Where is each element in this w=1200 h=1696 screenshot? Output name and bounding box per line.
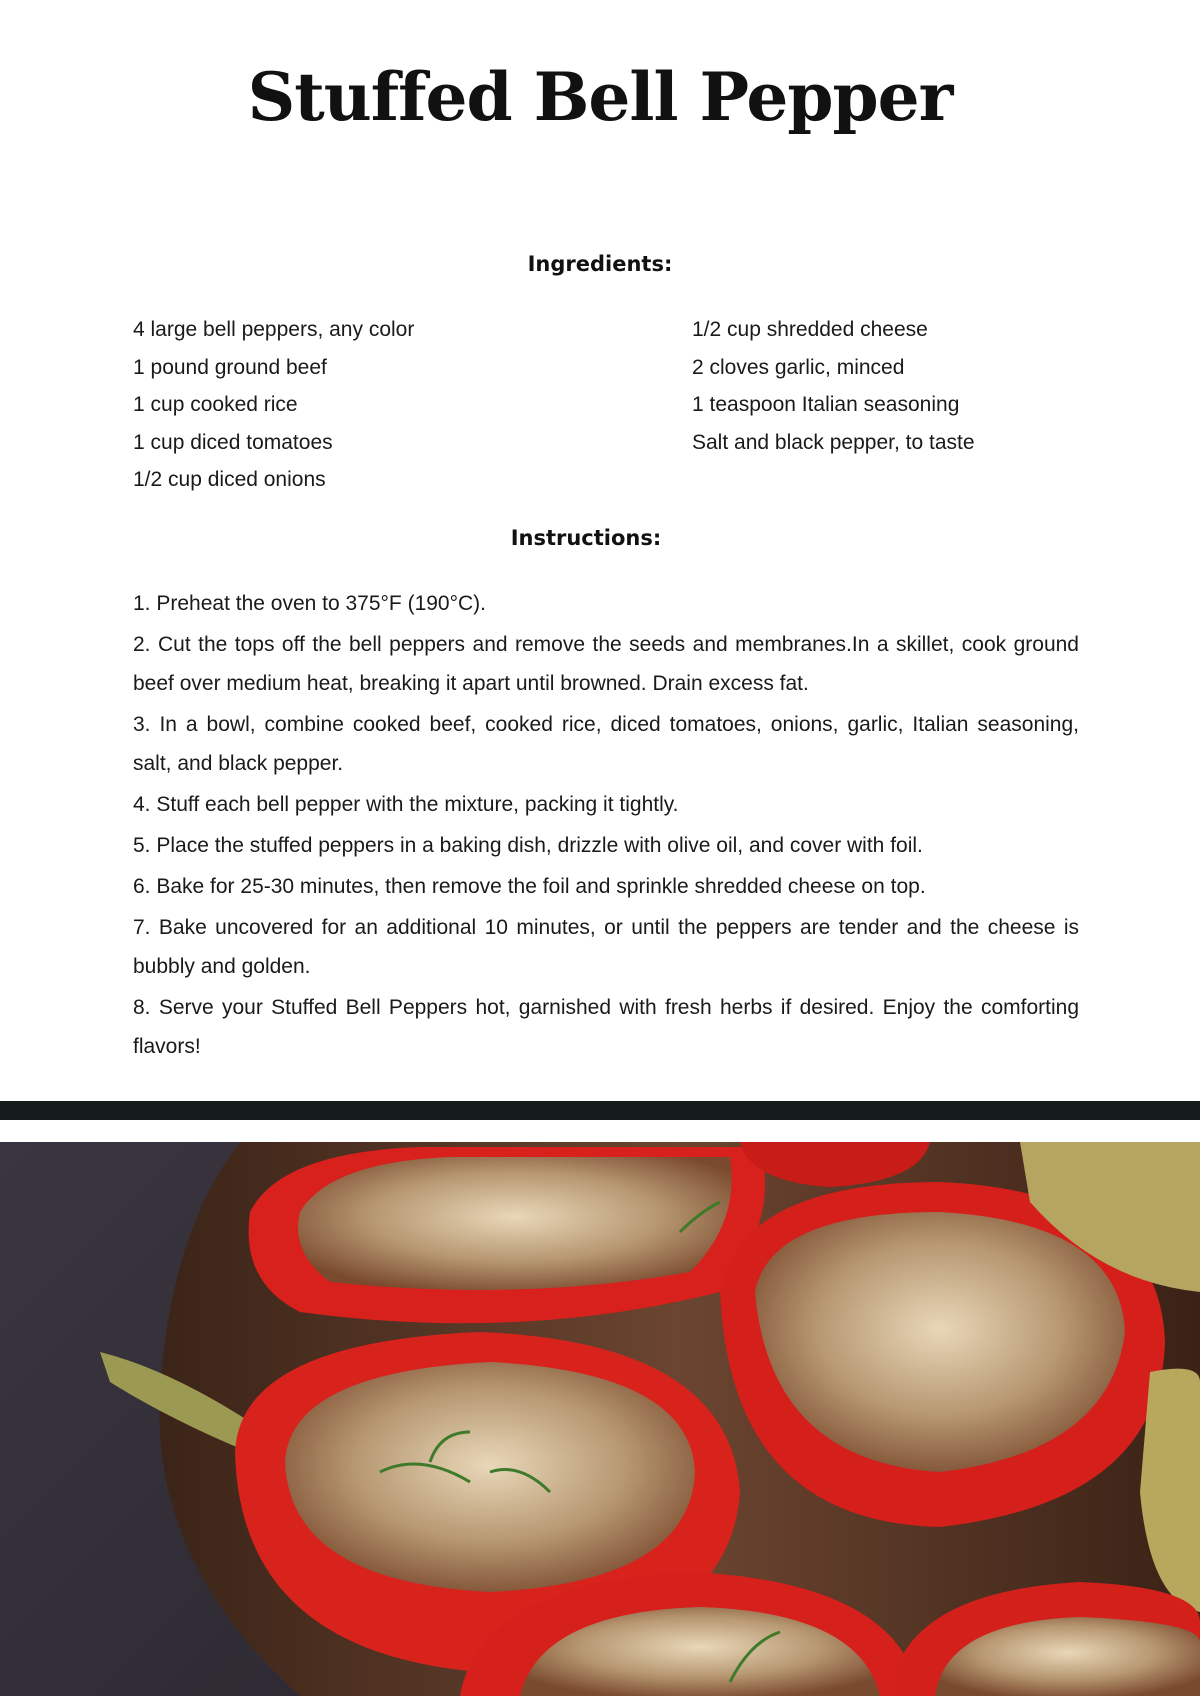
instruction-step: 5. Place the stuffed peppers in a baking dish, drizzle with olive oil, and cover with foil. — [133, 834, 923, 857]
ingredient-item: Salt and black pepper, to taste — [692, 430, 975, 454]
instruction-step: 4. Stuff each bell pepper with the mixture, packing it tightly. — [133, 793, 679, 816]
instruction-step: 8. Serve your Stuffed Bell Peppers hot, garnished with fresh herbs if desired. Enjoy the comforting flavors! — [133, 996, 1079, 1058]
ingredient-item: 1/2 cup diced onions — [133, 468, 326, 491]
instruction-step: 1. Preheat the oven to 375°F (190°C). — [133, 592, 487, 615]
ingredients-heading: Ingredients: — [527, 252, 673, 276]
ingredient-item: 1 cup diced tomatoes — [133, 430, 333, 454]
ingredient-item: 1/2 cup shredded cheese — [692, 318, 928, 341]
ingredients-list-left — [133, 311, 414, 499]
ingredients-list-right — [692, 311, 975, 461]
instruction-step: 6. Bake for 25-30 minutes, then remove the foil and sprinkle shredded cheese on top. — [133, 875, 926, 898]
divider-bar — [0, 1101, 1200, 1120]
instruction-step: 3. In a bowl, combine cooked beef, cooked rice, diced tomatoes, onions, garlic, Italian seasoning, salt, and black pepper. — [133, 713, 1079, 775]
photo-illustration — [0, 1142, 1200, 1696]
instructions-list — [133, 584, 1079, 1068]
instructions-heading: Instructions: — [510, 526, 662, 550]
ingredient-item: 1 teaspoon Italian seasoning — [692, 393, 960, 416]
instruction-step: 2. Cut the tops off the bell peppers and remove the seeds and membranes.In a skillet, cook ground beef over medium heat, breaking it apart until browned. Drain excess fat. — [133, 633, 1079, 695]
instruction-step: 7. Bake uncovered for an additional 10 minutes, or until the peppers are tender and the cheese is bubbly and golden. — [133, 916, 1079, 978]
ingredient-item: 4 large bell peppers, any color — [133, 318, 415, 341]
ingredient-item: 1 cup cooked rice — [133, 393, 298, 416]
ingredient-item: 1 pound ground beef — [133, 355, 327, 379]
ingredient-item: 2 cloves garlic, minced — [692, 355, 905, 379]
stuffed-peppers-photo — [0, 1142, 1200, 1696]
recipe-title: Stuffed Bell Pepper — [247, 58, 953, 136]
